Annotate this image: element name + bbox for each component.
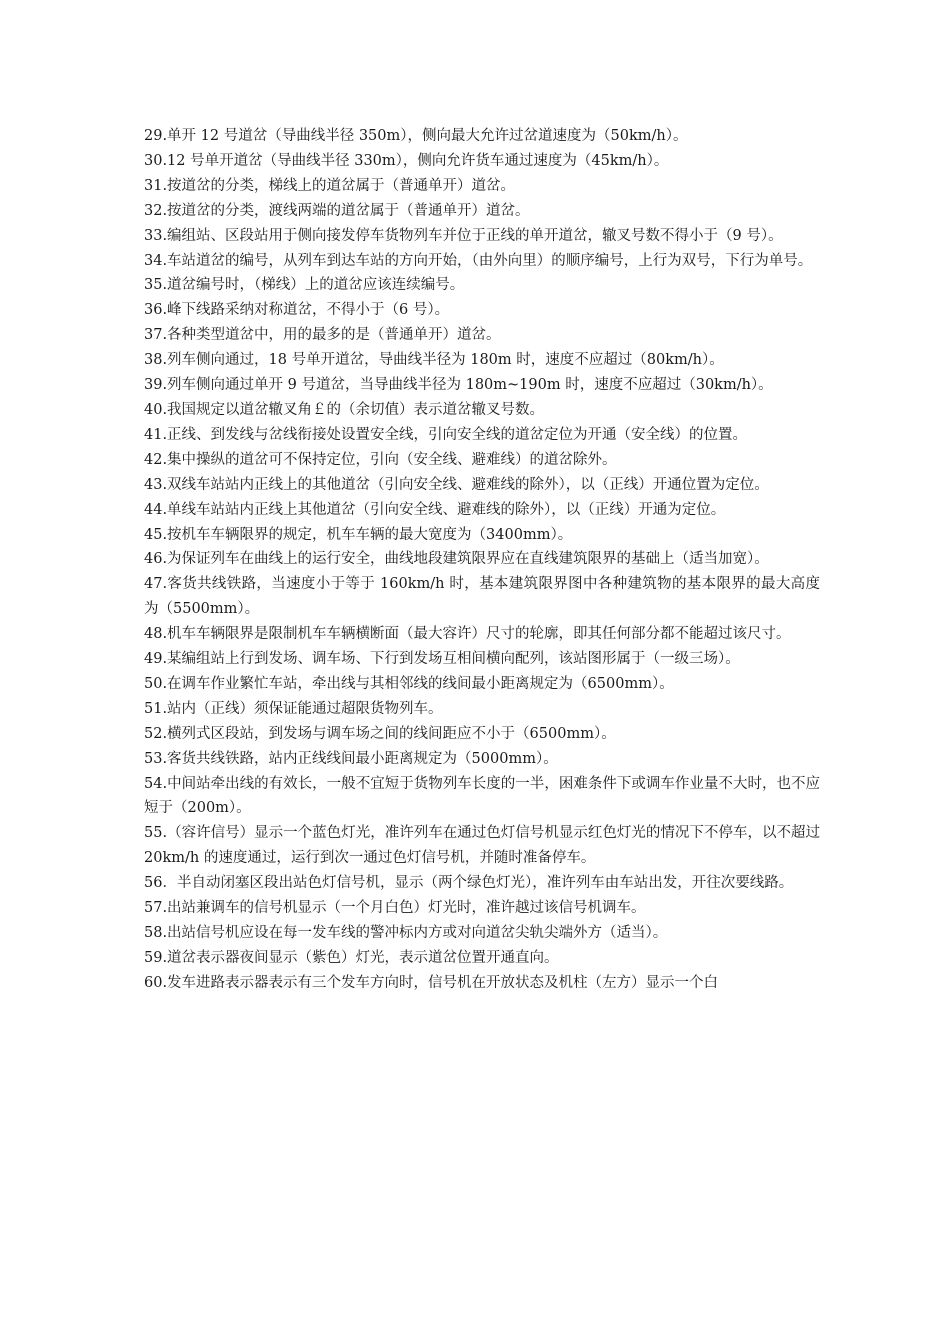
question-54: 54.中间站牵出线的有效长，一般不宜短于货物列车长度的一半，困难条件下或调车作业量不大时，也不应短于（200m）。 bbox=[144, 775, 820, 817]
question-33: 33.编组站、区段站用于侧向接发停车货物列车并位于正线的单开道岔，辙叉号数不得小于（9 号）。 bbox=[144, 227, 783, 244]
question-34: 34.车站道岔的编号，从列车到达车站的方向开始，（由外向里）的顺序编号，上行为双号，下行为单号。 bbox=[144, 252, 813, 269]
question-42: 42.集中操纵的道岔可不保持定位，引向（安全线、避难线）的道岔除外。 bbox=[144, 451, 617, 468]
question-53: 53.客货共线铁路，站内正线线间最小距离规定为（5000mm）。 bbox=[144, 750, 558, 767]
question-45: 45.按机车车辆限界的规定，机车车辆的最大宽度为（3400mm）。 bbox=[144, 526, 573, 543]
question-46: 46.为保证列车在曲线上的运行安全，曲线地段建筑限界应在直线建筑限界的基础上（适当加宽）。 bbox=[144, 551, 769, 568]
question-30: 30.12 号单开道岔（导曲线半径 330m），侧向允许货车通过速度为（45km/h）。 bbox=[144, 152, 669, 169]
question-52: 52.横列式区段站，到发场与调车场之间的线间距应不小于（6500mm）。 bbox=[144, 725, 616, 742]
question-50: 50.在调车作业繁忙车站，牵出线与其相邻线的线间最小距离规定为（6500mm）。 bbox=[144, 675, 674, 692]
question-37: 37.各种类型道岔中，用的最多的是（普通单开）道岔。 bbox=[144, 327, 501, 344]
question-32: 32.按道岔的分类，渡线两端的道岔属于（普通单开）道岔。 bbox=[144, 202, 530, 219]
question-51: 51.站内（正线）须保证能通过超限货物列车。 bbox=[144, 700, 443, 717]
question-39: 39.列车侧向通过单开 9 号道岔，当导曲线半径为 180m~190m 时，速度不应超过（30km/h）。 bbox=[144, 377, 773, 394]
question-58: 58.出站信号机应设在每一发车线的警冲标内方或对向道岔尖轨尖端外方（适当）。 bbox=[144, 925, 668, 941]
question-55: 55.（容许信号）显示一个蓝色灯光，准许列车在通过色灯信号机显示红色灯光的情况下不停车，以不超过 20km/h 的速度通过，运行到次一通过色灯信号机，并随时准备停车。 bbox=[144, 825, 820, 867]
question-60: 60.发车进路表示器表示有三个发车方向时，信号机在开放状态及机柱（左方）显示一个白 bbox=[144, 974, 719, 991]
question-31: 31.按道岔的分类，梯线上的道岔属于（普通单开）道岔。 bbox=[144, 177, 516, 194]
question-43: 43.双线车站站内正线上的其他道岔（引向安全线、避难线的除外），以（正线）开通位置为定位。 bbox=[144, 476, 769, 493]
question-40: 40.我国规定以道岔辙叉角￡的（余切值）表示道岔辙叉号数。 bbox=[144, 401, 545, 418]
question-36: 36.峰下线路采纳对称道岔，不得小于（6 号）。 bbox=[144, 302, 450, 319]
question-57: 57.出站兼调车的信号机显示（一个月白色）灯光时，准许越过该信号机调车。 bbox=[144, 900, 646, 917]
question-38: 38.列车侧向通过，18 号单开道岔，导曲线半径为 180m 时，速度不应超过（80km/h）。 bbox=[144, 352, 724, 369]
question-47: 47.客货共线铁路，当速度小于等于 160km/h 时，基本建筑限界图中各种建筑物的基本限界的最大高度为（5500mm）。 bbox=[144, 576, 820, 618]
question-56: 56．半自动闭塞区段出站色灯信号机，显示（两个绿色灯光），准许列车由车站出发，开往次要线路。 bbox=[144, 875, 794, 892]
question-59: 59.道岔表示器夜间显示（紫色）灯光，表示道岔位置开通直向。 bbox=[144, 949, 559, 966]
document-body bbox=[144, 124, 820, 996]
question-44: 44.单线车站站内正线上其他道岔（引向安全线、避难线的除外），以（正线）开通为定位。 bbox=[144, 501, 726, 518]
question-49: 49.某编组站上行到发场、调车场、下行到发场互相间横向配列，该站图形属于（一级三场）。 bbox=[144, 651, 740, 668]
question-35: 35.道岔编号时，（梯线）上的道岔应该连续编号。 bbox=[144, 277, 465, 294]
question-48: 48.机车车辆限界是限制机车车辆横断面（最大容许）尺寸的轮廓，即其任何部分都不能超过该尺寸。 bbox=[144, 626, 791, 643]
question-29: 29.单开 12 号道岔（导曲线半径 350m），侧向最大允许过岔道速度为（50km/h）。 bbox=[144, 128, 688, 144]
question-41: 41.正线、到发线与岔线衔接处设置安全线，引向安全线的道岔定位为开通（安全线）的位置。 bbox=[144, 426, 748, 443]
